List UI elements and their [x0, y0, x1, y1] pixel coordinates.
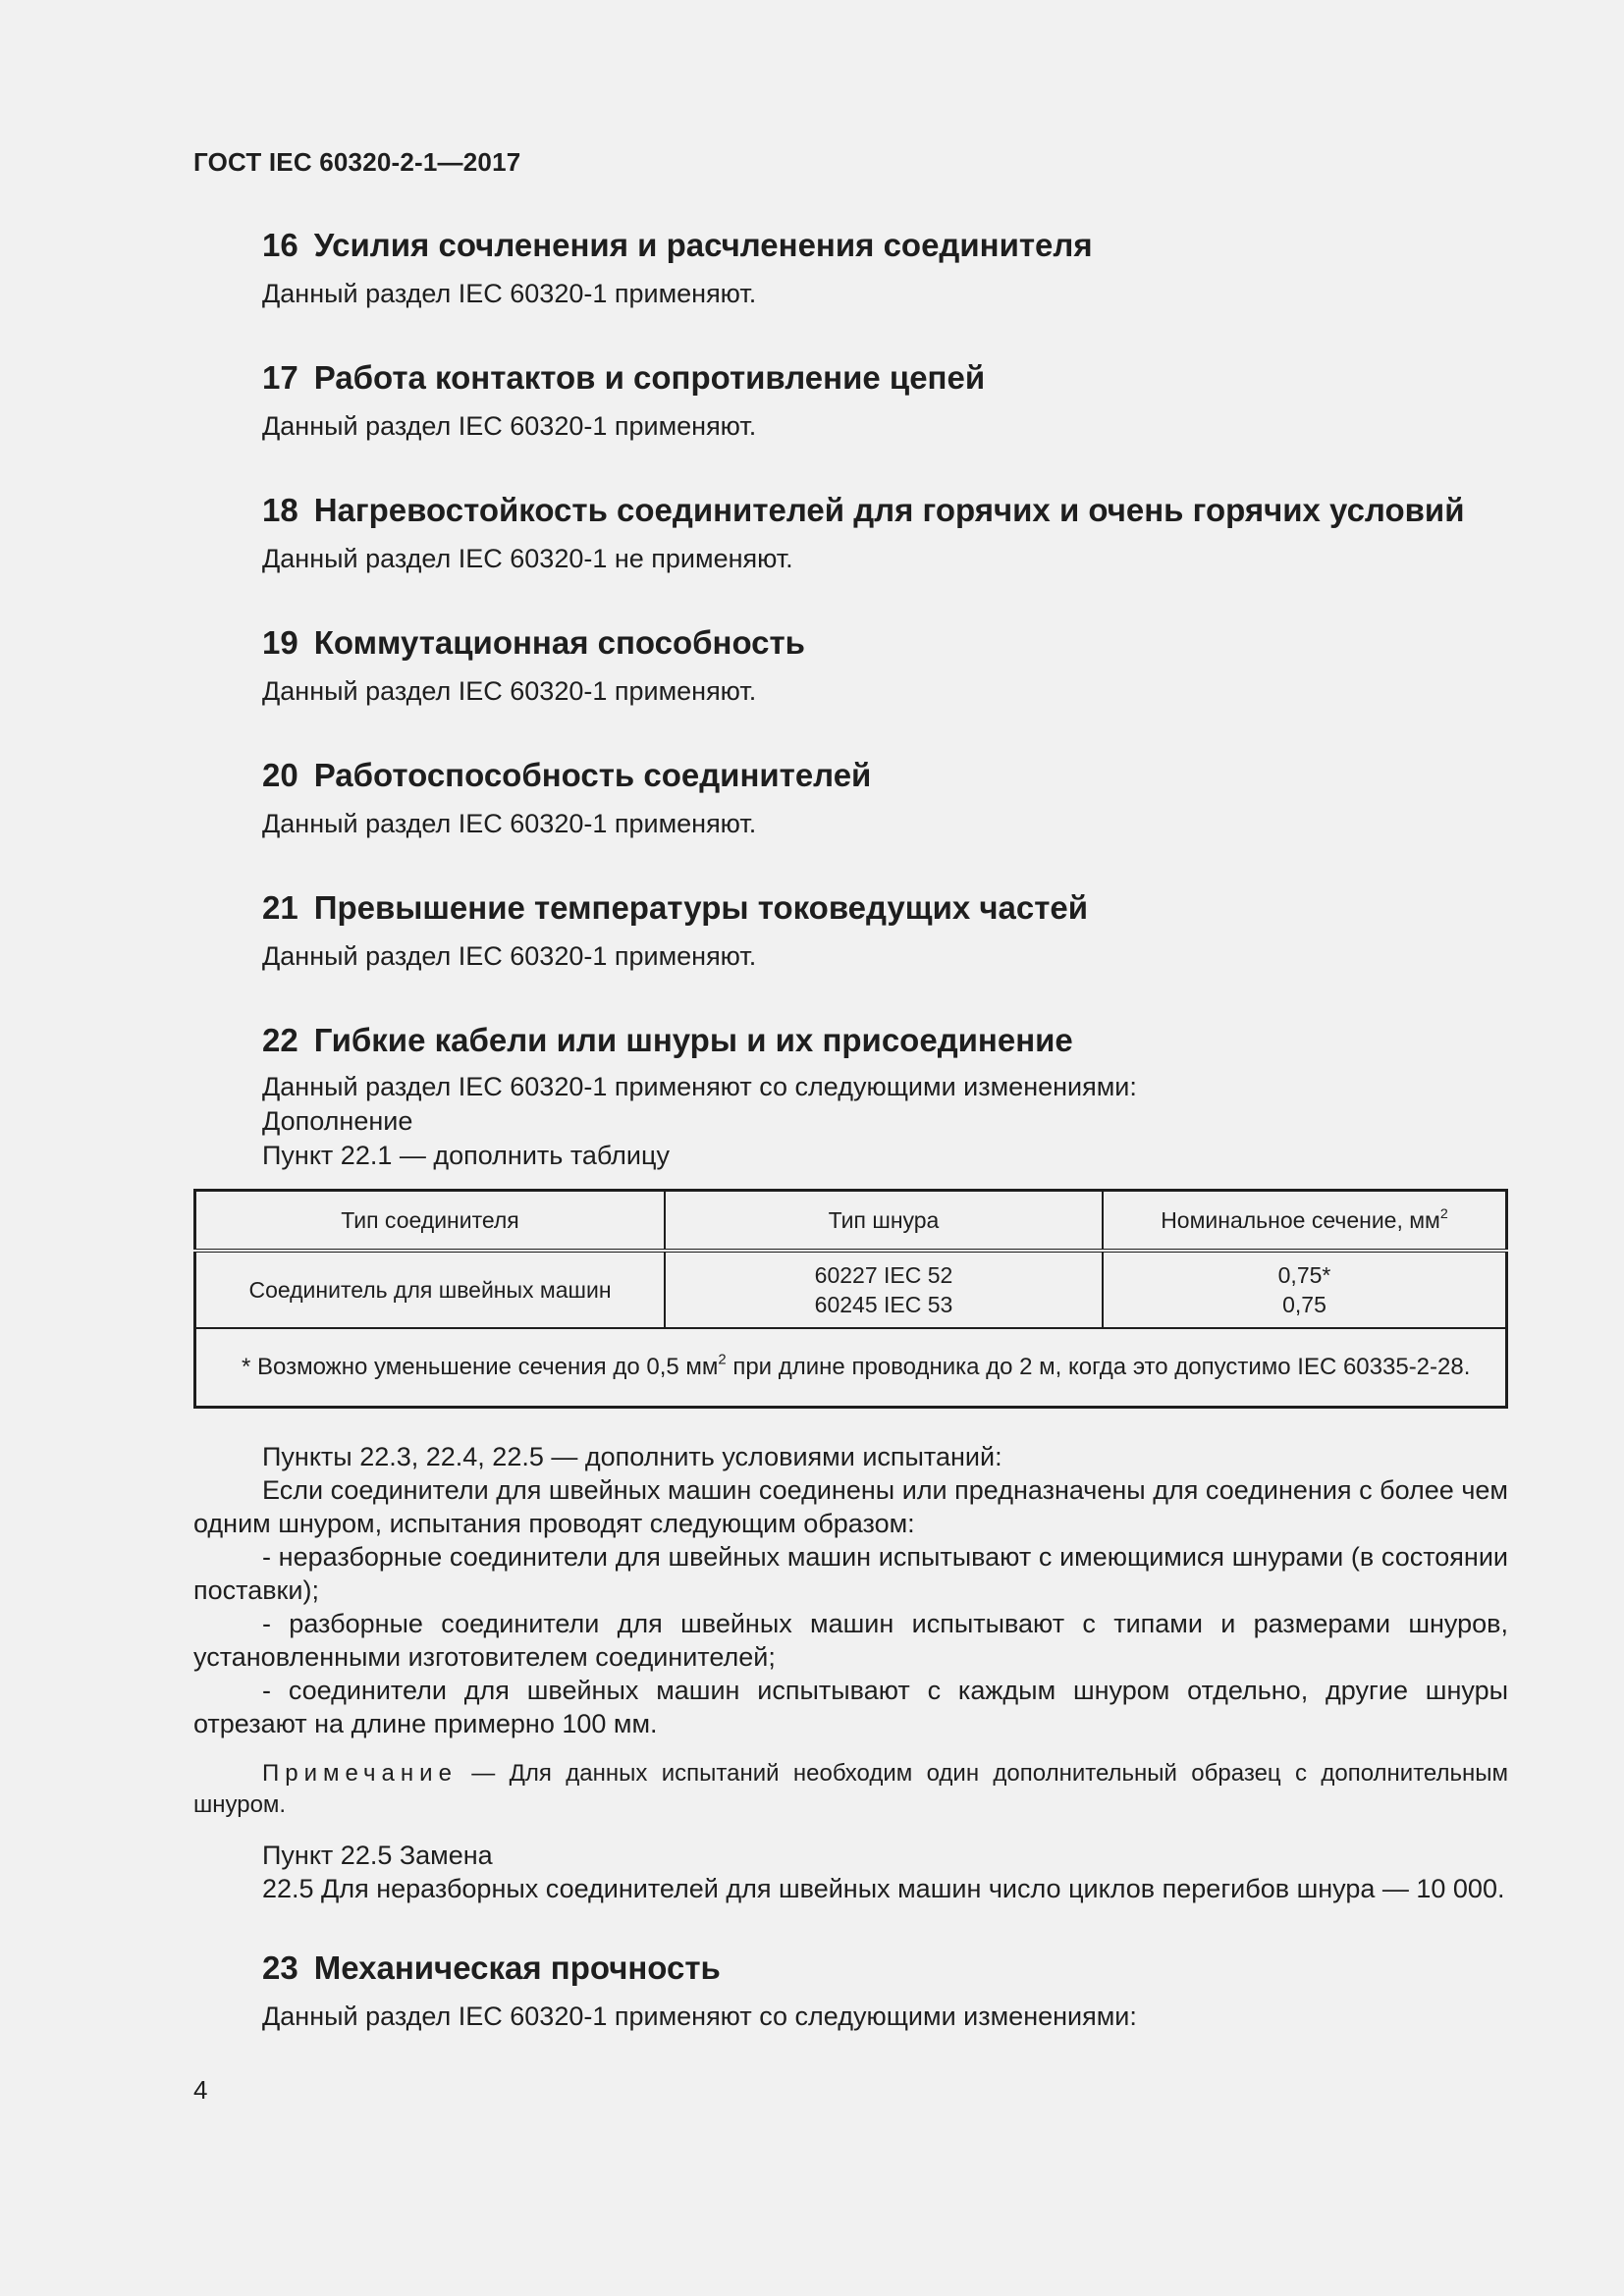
section-title: Усилия сочленения и расчленения соединителя — [313, 227, 1093, 263]
section-heading — [262, 619, 1508, 667]
section-title: Работа контактов и сопротивление цепей — [313, 359, 986, 396]
section-title: Гибкие кабели или шнуры и их присоединение — [313, 1022, 1073, 1058]
section-21 — [193, 884, 1508, 973]
section-title: Работоспособность соединителей — [313, 757, 872, 793]
section-heading — [262, 884, 1508, 932]
section-text: Данный раздел IEC 60320-1 не применяют. — [262, 544, 793, 573]
document-header: ГОСТ IEC 60320-2-1—2017 — [193, 147, 521, 177]
section-title: Механическая прочность — [313, 1949, 721, 1986]
tests-block — [193, 1440, 1508, 1740]
section-number: 17 — [262, 359, 298, 396]
section-title: Нагревостойкость соединителей для горячих и очень горячих условий — [313, 492, 1465, 528]
section-title: Коммутационная способность — [313, 624, 805, 661]
section-20 — [193, 752, 1508, 840]
replace-label: Пункт 22.5 Замена — [262, 1841, 493, 1870]
section-number: 19 — [262, 624, 298, 661]
section-heading — [262, 222, 1508, 269]
section-22 — [193, 1017, 1508, 1905]
list-item: - соединители для швейных машин испытывают с каждым шнуром отдельно, другие шнуры отрезают на длине примерно 100 мм. — [193, 1676, 1508, 1738]
table-header-row — [195, 1191, 1507, 1252]
table-header-cell: Тип шнура — [665, 1191, 1103, 1252]
replace-text: 22.5 Для неразборных соединителей для швейных машин число циклов перегибов шнура — 10 000. — [262, 1874, 1505, 1903]
page-number: 4 — [193, 2075, 208, 2105]
table-footnote: * Возможно уменьшение сечения до 0,5 $мм^2$ при длине проводника до 2 м, когда это допустимо IEC 60335-2-28. — [195, 1328, 1507, 1408]
section-heading — [262, 354, 1508, 401]
section-18 — [193, 487, 1508, 575]
section-number: 21 — [262, 889, 298, 926]
note — [193, 1758, 1508, 1821]
section-17 — [193, 354, 1508, 443]
tests-paragraph: Если соединители для швейных машин соединены или предназначены для соединения с более чем одним шнуром, испытания проводят следующим образом: — [193, 1475, 1508, 1538]
section-heading — [262, 1945, 1508, 1992]
section-heading — [262, 752, 1508, 799]
table-header-cell: Тип соединителя — [195, 1191, 666, 1252]
section-number: 18 — [262, 492, 298, 528]
section-number: 16 — [262, 227, 298, 263]
list-item: - неразборные соединители для швейных машин испытывают с имеющимися шнурами (в состоянии поставки); — [193, 1542, 1508, 1605]
intro-line: Данный раздел IEC 60320-1 применяют со следующими изменениями: — [262, 1072, 1137, 1101]
section-heading — [262, 487, 1508, 534]
intro-line: Дополнение — [262, 1106, 413, 1136]
intro-line: Пункт 22.1 — дополнить таблицу — [262, 1141, 670, 1170]
section-text: Данный раздел IEC 60320-1 применяют. — [262, 676, 757, 706]
section-text: Данный раздел IEC 60320-1 применяют. — [262, 809, 757, 838]
section-text: Данный раздел IEC 60320-1 применяют. — [262, 941, 757, 971]
page-content — [193, 222, 1508, 2033]
table-header-cell: Номинальное сечение, $мм^2$ — [1103, 1191, 1507, 1252]
table-footnote-row — [195, 1328, 1507, 1408]
note-label: Примечание — [262, 1760, 458, 1787]
note-text: — Для данных испытаний необходим один дополнительный образец с дополнительным шнуром. — [193, 1760, 1508, 1818]
section-heading — [262, 1017, 1508, 1064]
cord-table — [193, 1189, 1508, 1409]
table-cell-connector: Соединитель для швейных машин — [195, 1251, 666, 1328]
table-cell-cord: 60227 IEC 52 60245 IEC 53 — [665, 1251, 1103, 1328]
section-text: Данный раздел IEC 60320-1 применяют. — [262, 279, 757, 308]
list-item: - разборные соединители для швейных машин испытывают с типами и размерами шнуров, установленными изготовителем соединителей; — [193, 1609, 1508, 1672]
section-title: Превышение температуры токоведущих частей — [313, 889, 1089, 926]
section-text: Данный раздел IEC 60320-1 применяют со следующими изменениями: — [262, 2002, 1137, 2031]
tests-intro: Пункты 22.3, 22.4, 22.5 — дополнить условиями испытаний: — [262, 1442, 1002, 1471]
section-23 — [193, 1945, 1508, 2033]
table-row — [195, 1251, 1507, 1328]
section-22-intro — [262, 1070, 1508, 1173]
section-number: 20 — [262, 757, 298, 793]
clause-22-5 — [193, 1839, 1508, 1905]
section-text: Данный раздел IEC 60320-1 применяют. — [262, 411, 757, 441]
section-number: 22 — [262, 1022, 298, 1058]
section-16 — [193, 222, 1508, 310]
table-cell-section: 0,75* 0,75 — [1103, 1251, 1507, 1328]
section-number: 23 — [262, 1949, 298, 1986]
section-19 — [193, 619, 1508, 708]
